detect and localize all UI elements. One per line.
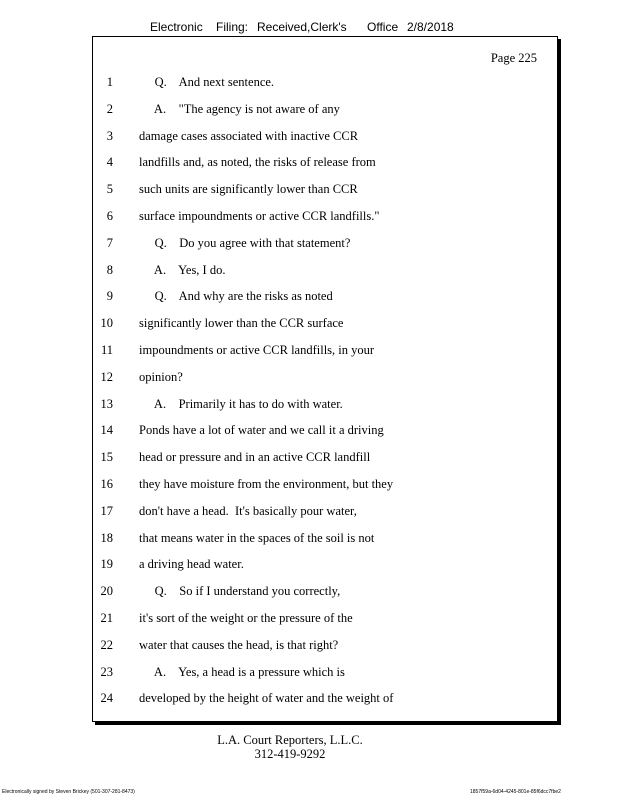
footer-company: L.A. Court Reporters, L.L.C. [217,733,363,747]
header-word-office: Office [367,20,399,34]
transcript-page [92,36,558,722]
line-number: 1 [106,75,113,89]
line-number: 20 [100,584,113,599]
line-number: 5 [106,182,113,197]
line-text: significantly lower than the CCR surface [139,316,344,331]
line-text: Q. So if I understand you correctly, [139,584,341,599]
line-number: 7 [106,235,113,250]
line-text: water that causes the head, is that right? [139,637,339,652]
line-text: head or pressure and in an active CCR landfill [139,450,371,465]
line-text: A. Yes, a head is a pressure which is [139,664,345,679]
line-text: opinion? [139,369,183,384]
line-text: it's sort of the weight or the pressure of the [139,611,353,625]
line-number: 9 [106,289,113,304]
line-text: a driving head water. [139,557,244,572]
line-number: 13 [100,396,113,411]
page-number: Page 225 [490,51,537,65]
line-number: 14 [100,423,113,438]
line-text: they have moisture from the environment, but they [139,477,394,491]
line-number: 16 [100,477,113,491]
line-number: 15 [100,450,113,465]
line-text: developed by the height of water and the weight of [139,691,394,706]
header-word-received: Received,Clerk's [257,20,347,34]
line-text: landfills and, as noted, the risks of release from [139,155,376,170]
line-number: 18 [100,530,113,545]
line-number: 8 [106,262,113,277]
line-number: 11 [100,343,113,357]
line-number: 6 [106,209,113,223]
line-text: Ponds have a lot of water and we call it a driving [139,423,384,438]
footer-phone: 312-419-9292 [254,747,326,761]
line-text: such units are significantly lower than CCR [139,182,358,197]
line-number: 22 [100,637,113,652]
line-text: A. Yes, I do. [139,262,226,277]
line-number: 2 [106,101,113,116]
line-number: 10 [100,316,113,331]
line-number: 23 [100,664,113,679]
line-text: surface impoundments or active CCR landfills." [139,209,380,223]
line-number: 4 [106,155,113,170]
line-text: A. Primarily it has to do with water. [139,396,343,411]
document-id: 1857f59a-6d04-4245-801e-85f6dcc7fbe2 [470,789,561,795]
line-number: 3 [106,128,113,143]
line-number: 19 [100,557,113,572]
line-text: impoundments or active CCR landfills, in your [139,343,375,357]
line-text: Q. And why are the risks as noted [139,289,333,304]
line-text: damage cases associated with inactive CCR [139,128,359,143]
line-number: 21 [100,611,113,625]
header-word-electronic: Electronic [150,20,203,34]
line-text: A. "The agency is not aware of any [139,101,340,116]
esignature-text: Electronically signed by Steven Brickey (501-307-281-8473) [2,789,135,795]
line-text: Q. And next sentence. [139,75,275,89]
header-word-filing: Filing: [216,20,249,34]
header-word-date: 2/8/2018 [407,20,454,34]
line-number: 12 [100,369,113,384]
line-text: Q. Do you agree with that statement? [139,235,351,250]
line-text: don't have a head. It's basically pour water, [139,503,357,518]
line-text: that means water in the spaces of the soil is not [139,530,375,545]
line-number: 17 [100,503,113,518]
line-number: 24 [100,691,113,706]
